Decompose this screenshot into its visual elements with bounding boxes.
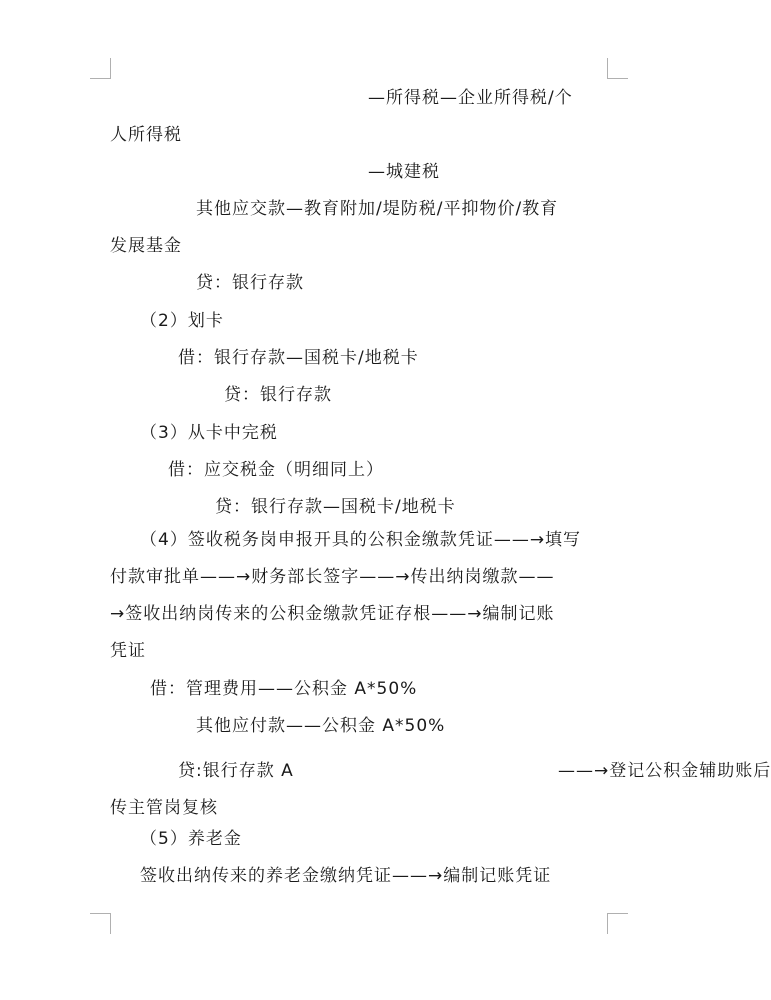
margin-corner-bottom-left [90,913,111,934]
text-line-8: 借：银行存款—国税卡/地税卡 [178,348,419,368]
margin-corner-top-left [90,58,111,79]
text-line-7: （2）划卡 [140,311,224,331]
text-line-19-left: 贷:银行存款 A [178,761,294,781]
text-line-20: 传主管岗复核 [110,798,218,818]
text-line-22: 签收出纳传来的养老金缴纳凭证——→编制记账凭证 [140,866,552,886]
text-line-4: 其他应交款—教育附加/堤防税/平抑物价/教育 [196,199,559,219]
text-line-21: （5）养老金 [140,829,242,849]
text-line-11: 借：应交税金（明细同上） [168,460,384,480]
text-line-5: 发展基金 [110,236,182,256]
margin-corner-top-right [607,58,628,79]
text-line-17: 借：管理费用——公积金 A*50% [150,679,418,699]
text-line-12: 贷：银行存款—国税卡/地税卡 [215,497,456,517]
text-line-3: —城建税 [368,162,440,182]
text-line-18: 其他应付款——公积金 A*50% [196,716,446,736]
text-line-10: （3）从卡中完税 [140,423,278,443]
text-line-6: 贷：银行存款 [196,273,304,293]
text-line-2: 人所得税 [110,125,182,145]
text-line-15: →签收出纳岗传来的公积金缴款凭证存根——→编制记账 [110,604,555,624]
text-line-14: 付款审批单——→财务部长签字——→传出纳岗缴款—— [110,567,555,587]
text-line-9: 贷：银行存款 [224,385,332,405]
text-line-1: —所得税—企业所得税/个 [368,88,573,108]
text-line-19 [178,761,771,781]
text-line-13: （4）签收税务岗申报开具的公积金缴款凭证——→填写 [140,530,582,550]
text-line-16: 凭证 [110,641,146,661]
margin-corner-bottom-right [607,913,628,934]
text-line-19-right: ——→登记公积金辅助账后 [558,761,771,781]
